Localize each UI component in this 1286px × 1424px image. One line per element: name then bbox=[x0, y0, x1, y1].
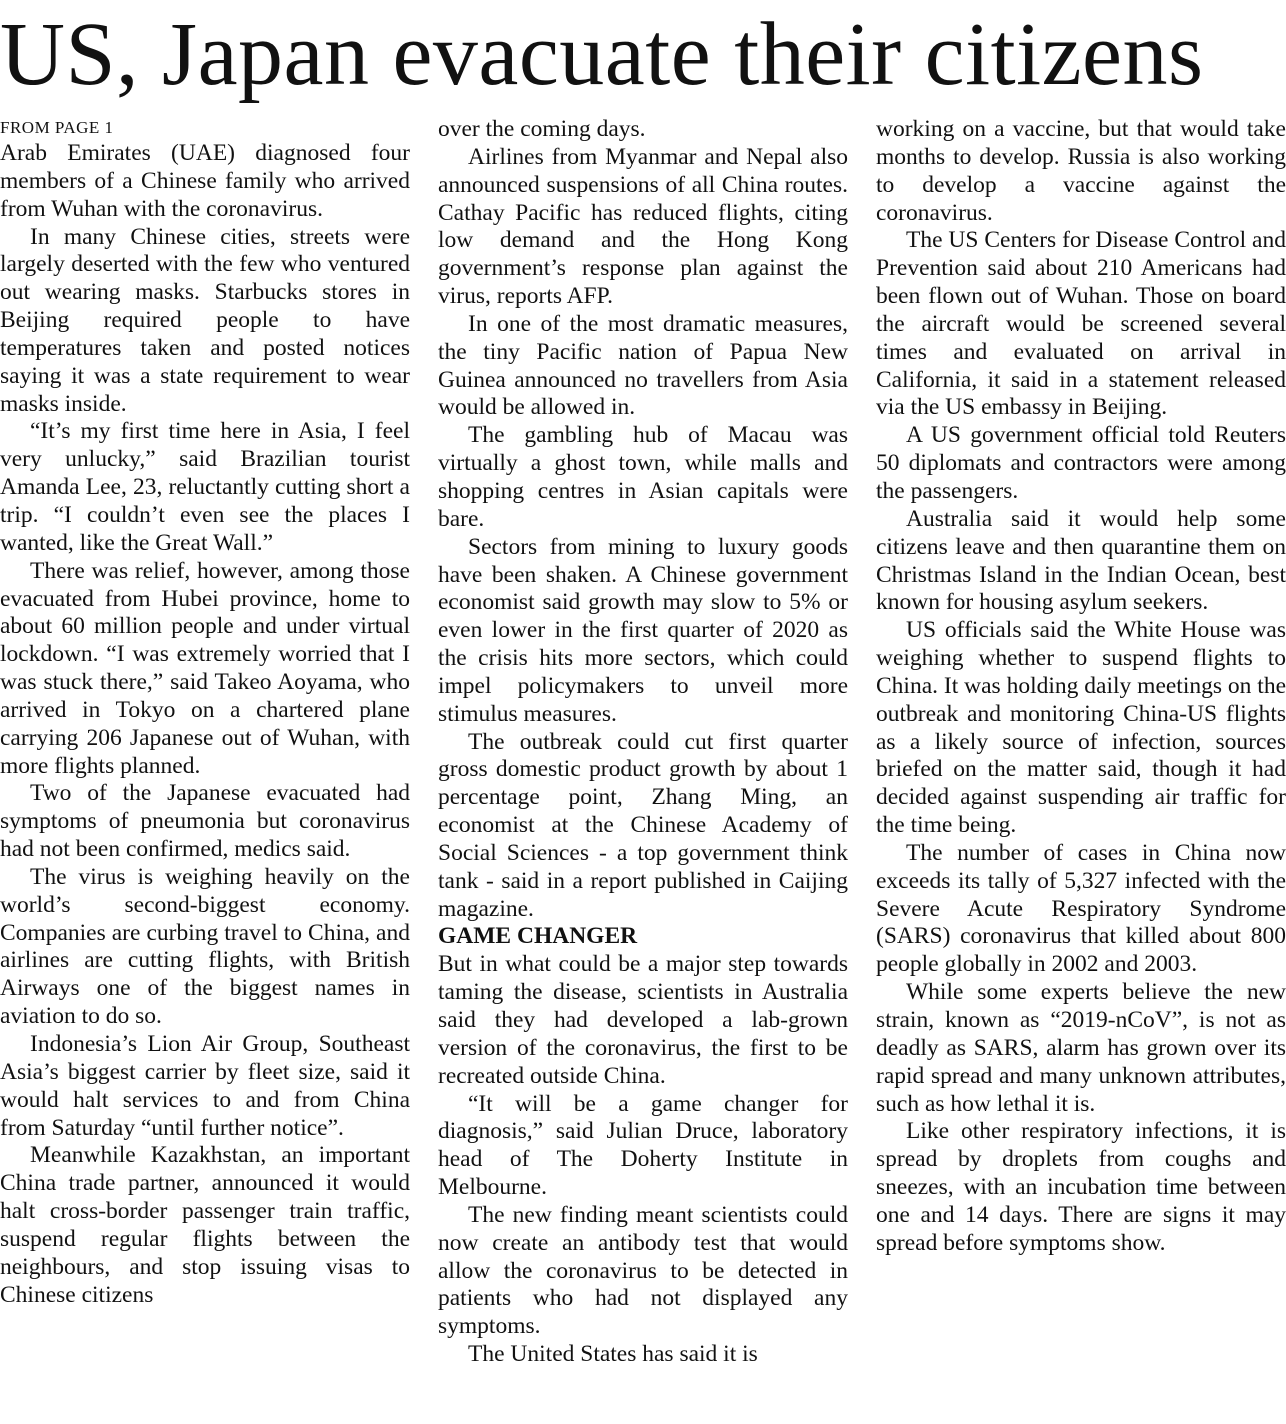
article-paragraph: The new finding meant scientists could now create an antibody test that would allow the coronavirus to be detected in patients who had not displayed any symptoms. bbox=[438, 1201, 848, 1340]
article-paragraph: Two of the Japanese evacuated had symptoms of pneumonia but coronavirus had not been confirmed, medics said. bbox=[0, 780, 410, 863]
article-paragraph: “It will be a game changer for diagnosis,” said Julian Druce, laboratory head of The Doherty Institute in Melbourne. bbox=[438, 1090, 848, 1201]
column-1-body bbox=[0, 140, 410, 1309]
column-2-body-after-subhead bbox=[438, 951, 848, 1369]
column-2-body bbox=[438, 116, 848, 923]
column-3-body bbox=[876, 116, 1286, 1258]
article-paragraph: The virus is weighing heavily on the world’s second-biggest economy. Companies are curbing travel to China, and airlines are cutting flights, with British Airways one of the biggest names in aviation to do so. bbox=[0, 863, 410, 1030]
article-paragraph: The gambling hub of Macau was virtually a ghost town, while malls and shopping centres in Asian capitals were bare. bbox=[438, 422, 848, 532]
article-column-1 bbox=[0, 116, 410, 1424]
article-paragraph: While some experts believe the new strain, known as “2019-nCoV”, is not as deadly as SARS, alarm has grown over its rapid spread and many unknown attributes, such as how lethal it is. bbox=[876, 979, 1286, 1117]
article-paragraph: The number of cases in China now exceeds its tally of 5,327 infected with the Severe Acute Respiratory Syndrome (SARS) coronavirus that killed about 800 people globally in 2002 and 2003. bbox=[876, 839, 1286, 978]
article-paragraph: Meanwhile Kazakhstan, an important China trade partner, announced it would halt cross-border passenger train traffic, suspend regular flights between the neighbours, and stop issuing visas to Chinese citizens bbox=[0, 1142, 410, 1308]
article-paragraph: But in what could be a major step towards taming the disease, scientists in Australia said they had developed a lab-grown version of the coronavirus, the first to be recreated outside China. bbox=[438, 951, 848, 1089]
headline: US, Japan evacuate their citizens bbox=[0, 5, 1204, 104]
article-paragraph: The US Centers for Disease Control and Prevention said about 210 Americans had been flown out of Wuhan. Those on board the aircraft would be screened several times and evaluated on arrival in California, it said in a statement released via the US embassy in Beijing. bbox=[876, 227, 1286, 421]
article-paragraph: The outbreak could cut first quarter gross domestic product growth by about 1 percentage point, Zhang Ming, an economist at the Chinese Academy of Social Sciences - a top government think tank - said in a report published in Caijing magazine. bbox=[438, 728, 848, 922]
article-paragraph: Sectors from mining to luxury goods have been shaken. A Chinese government economist said growth may slow to 5% or even lower in the first quarter of 2020 as the crisis hits more sectors, which could impel policymakers to unveil more stimulus measures. bbox=[438, 533, 848, 727]
article-paragraph: In many Chinese cities, streets were largely deserted with the few who ventured out wearing masks. Starbucks stores in Beijing required people to have temperatures taken and posted notices saying it was a state requirement to wear masks inside. bbox=[0, 223, 410, 417]
article-paragraph: A US government official told Reuters 50 diplomats and contractors were among the passengers. bbox=[876, 422, 1286, 504]
article-paragraph: over the coming days. bbox=[438, 116, 646, 142]
article-paragraph: In one of the most dramatic measures, the tiny Pacific nation of Papua New Guinea announced no travellers from Asia would be allowed in. bbox=[438, 310, 848, 421]
article-paragraph: The United States has said it is bbox=[468, 1341, 758, 1368]
article-paragraph: Arab Emirates (UAE) diagnosed four members of a Chinese family who arrived from Wuhan with the coronavirus. bbox=[0, 140, 410, 222]
article-paragraph: Like other respiratory infections, it is spread by droplets from coughs and sneezes, with an incubation time between one and 14 days. There are signs it may spread before symptoms show. bbox=[876, 1118, 1286, 1256]
article-paragraph: Indonesia’s Lion Air Group, Southeast Asia’s biggest carrier by fleet size, said it would halt services to and from China from Saturday “until further notice”. bbox=[0, 1031, 410, 1141]
article-paragraph: There was relief, however, among those evacuated from Hubei province, home to about 60 million people and under virtual lockdown. “I was extremely worried that I was stuck there,” said Takeo Aoyama, who arrived in Tokyo on a chartered plane carrying 206 Japanese out of Wuhan, with more flights planned. bbox=[0, 557, 410, 779]
continued-from-label: FROM PAGE 1 bbox=[0, 118, 114, 137]
article-paragraph: “It’s my first time here in Asia, I feel very unlucky,” said Brazilian tourist Amanda Lee, 23, reluctantly cutting short a trip. “I couldn’t even see the places I wanted, like the Great Wall.” bbox=[0, 418, 410, 556]
article-paragraph: Australia said it would help some citizens leave and then quarantine them on Christmas Island in the Indian Ocean, best known for housing asylum seekers. bbox=[876, 505, 1286, 616]
article-paragraph: working on a vaccine, but that would take months to develop. Russia is also working to develop a vaccine against the coronavirus. bbox=[876, 116, 1286, 226]
section-subhead: GAME CHANGER bbox=[438, 923, 638, 950]
article-paragraph: US officials said the White House was weighing whether to suspend flights to China. It was holding daily meetings on the outbreak and monitoring China-US flights as a likely source of infection, sources briefed on the matter said, though it had decided against suspending air traffic for the time being. bbox=[876, 617, 1286, 839]
article-paragraph: Airlines from Myanmar and Nepal also announced suspensions of all China routes. Cathay Pacific has reduced flights, citing low demand and the Hong Kong government’s response plan against the virus, reports AFP. bbox=[438, 143, 848, 310]
article-column-2 bbox=[438, 116, 848, 1424]
article-column-3 bbox=[876, 116, 1286, 1424]
